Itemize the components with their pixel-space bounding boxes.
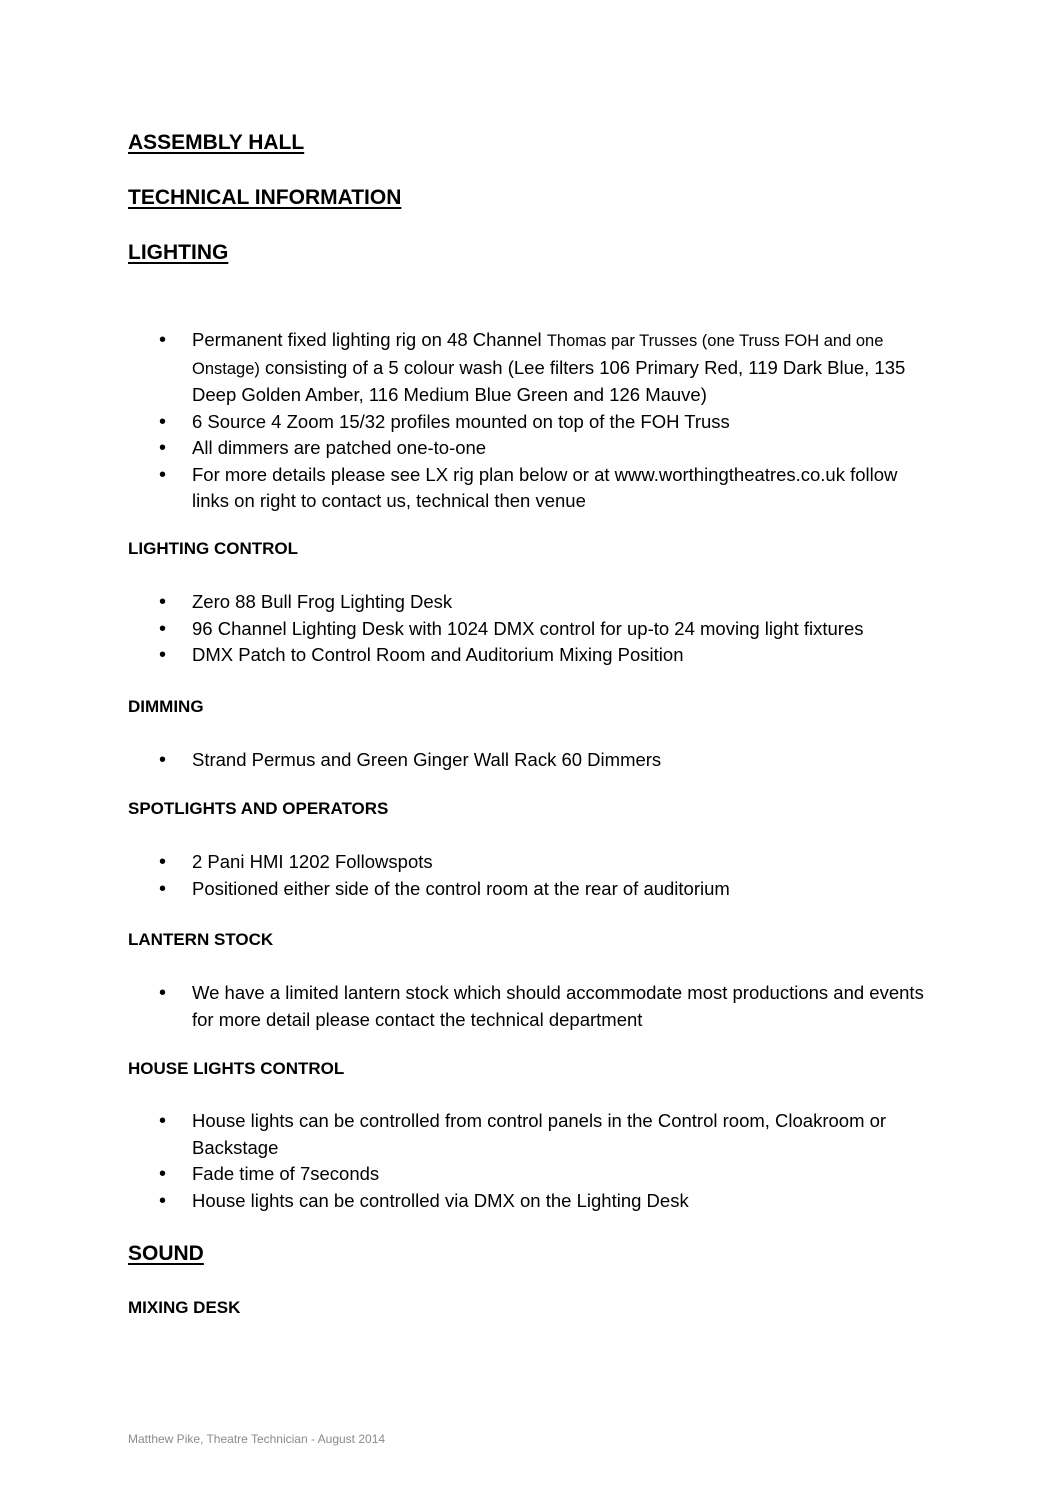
title-assembly-hall: ASSEMBLY HALL <box>128 131 305 154</box>
list-item: • For more details please see LX rig plan below or at www.worthingtheatres.co.uk follow links on right to contact us, technical then venue <box>128 462 928 515</box>
title-technical-information: TECHNICAL INFORMATION <box>128 186 402 209</box>
list-item <box>128 327 928 409</box>
list-item: • House lights can be controlled via DMX on the Lighting Desk <box>128 1188 928 1215</box>
lighting-control-list <box>128 589 928 669</box>
heading-lantern-stock: LANTERN STOCK <box>128 930 274 949</box>
spotlights-list <box>128 849 928 902</box>
heading-lighting-control: LIGHTING CONTROL <box>128 539 298 558</box>
heading-house-lights-control: HOUSE LIGHTS CONTROL <box>128 1059 345 1078</box>
list-item: • 96 Channel Lighting Desk with 1024 DMX control for up-to 24 moving light fixtures <box>128 616 928 643</box>
heading-spotlights-operators: SPOTLIGHTS AND OPERATORS <box>128 799 389 818</box>
rig-text-small: Thomas par Trusses (one Truss FOH and one Onstage) <box>192 332 884 378</box>
rig-text-rest: consisting of a 5 colour wash (Lee filters 106 Primary Red, 119 Dark Blue, 135 Deep Golden Amber, 116 Medium Blue Green and 126 Mauve) <box>192 356 906 405</box>
house-lights-list <box>128 1108 928 1214</box>
heading-mixing-desk: MIXING DESK <box>128 1298 241 1317</box>
dimming-list <box>128 747 928 774</box>
list-item: • All dimmers are patched one-to-one <box>128 435 928 462</box>
lighting-list <box>128 327 928 515</box>
list-item: • Positioned either side of the control room at the rear of auditorium <box>128 876 928 903</box>
title-lighting: LIGHTING <box>128 241 229 264</box>
rig-text: Permanent fixed lighting rig on 48 Channel <box>192 329 547 350</box>
lantern-stock-list <box>128 980 928 1033</box>
list-item: • DMX Patch to Control Room and Auditorium Mixing Position <box>128 642 928 669</box>
list-item: • House lights can be controlled from control panels in the Control room, Cloakroom or Backstage <box>128 1108 928 1161</box>
list-item: • Zero 88 Bull Frog Lighting Desk <box>128 589 928 616</box>
page-footer: Matthew Pike, Theatre Technician - August 2014 <box>128 1432 386 1446</box>
list-item: • Fade time of 7seconds <box>128 1161 928 1188</box>
title-sound: SOUND <box>128 1242 204 1265</box>
list-item: • Strand Permus and Green Ginger Wall Rack 60 Dimmers <box>128 747 928 774</box>
list-item: • We have a limited lantern stock which should accommodate most productions and events for more detail please contact the technical department <box>128 980 928 1033</box>
heading-dimming: DIMMING <box>128 697 204 716</box>
list-item: • 6 Source 4 Zoom 15/32 profiles mounted on top of the FOH Truss <box>128 409 928 436</box>
list-item: • 2 Pani HMI 1202 Followspots <box>128 849 928 876</box>
